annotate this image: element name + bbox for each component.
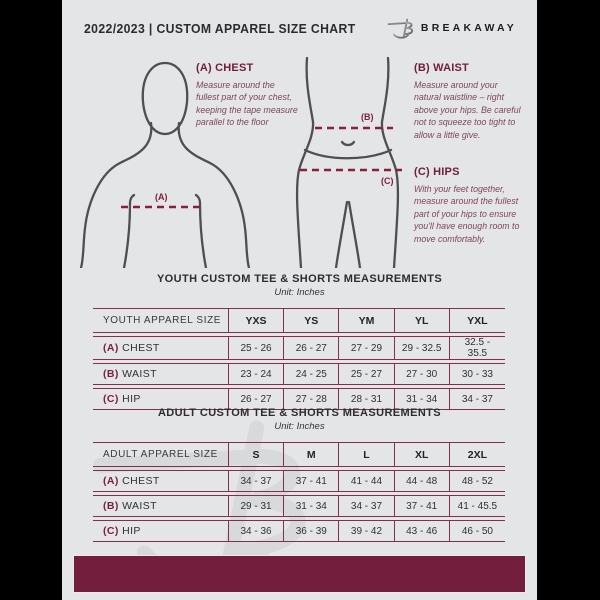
youth-table-unit: Unit: Inches	[274, 287, 325, 298]
brand-name: BREAKAWAY	[420, 22, 517, 34]
size-cell: 29 - 31	[229, 495, 284, 517]
youth-size-table	[93, 305, 505, 413]
size-cell: 46 - 50	[450, 520, 505, 542]
lower-body-diagram	[281, 56, 414, 268]
size-cell: 27 - 30	[395, 363, 450, 385]
size-cell: 31 - 34	[284, 495, 339, 517]
size-cell: 41 - 44	[339, 470, 394, 492]
size-cell: 26 - 27	[284, 336, 339, 360]
size-cell: 27 - 29	[339, 336, 394, 360]
brand-lockup	[387, 17, 517, 40]
youth-table-title: YOUTH CUSTOM TEE & SHORTS MEASUREMENTS	[156, 273, 443, 285]
size-cell: 36 - 39	[284, 520, 339, 542]
chest-guide	[196, 62, 298, 129]
breakaway-b-logo-icon	[387, 17, 414, 40]
row-label: (B) WAIST	[93, 363, 229, 385]
size-header: S	[229, 442, 284, 467]
chest-guide-heading: (A) CHEST	[196, 62, 254, 74]
chest-line-label: (A)	[155, 192, 168, 202]
adult-size-table	[93, 439, 505, 545]
size-cell: 39 - 42	[339, 520, 394, 542]
adult-hip-row	[93, 520, 505, 542]
size-cell: 37 - 41	[395, 495, 450, 517]
size-cell: 26 - 27	[229, 388, 284, 410]
waist-guide-body: Measure around your natural waistline – right above your hips. Be careful not to squeeze too tight to allow a little give.	[414, 80, 521, 140]
size-cell: 25 - 27	[339, 363, 394, 385]
hips-guide	[414, 166, 526, 245]
page-title: 2022/2023 | CUSTOM APPAREL SIZE CHART	[84, 20, 356, 36]
size-cell: 41 - 45.5	[450, 495, 505, 517]
chest-guide-body: Measure around the fullest part of your chest, keeping the tape measure parallel to the floor	[196, 80, 298, 128]
header	[84, 14, 517, 42]
size-header: XL	[395, 442, 450, 467]
size-cell: 37 - 41	[284, 470, 339, 492]
waist-guide-heading: (B) WAIST	[414, 62, 469, 74]
size-cell: 29 - 32.5	[395, 336, 450, 360]
size-cell: 43 - 46	[395, 520, 450, 542]
row-label: (A) CHEST	[93, 336, 229, 360]
youth-chest-row	[93, 336, 505, 360]
hips-guide-heading: (C) HIPS	[414, 166, 460, 178]
adult-chest-row	[93, 470, 505, 492]
size-cell: 31 - 34	[395, 388, 450, 410]
waist-guide	[414, 62, 526, 141]
size-cell: 24 - 25	[284, 363, 339, 385]
size-cell: 44 - 48	[395, 470, 450, 492]
row-label: (C) HIP	[93, 520, 229, 542]
size-cell: 34 - 37	[339, 495, 394, 517]
size-cell: 34 - 36	[229, 520, 284, 542]
youth-size-col-header: YOUTH APPAREL SIZE	[93, 308, 229, 333]
footer-accent-bar	[73, 555, 526, 593]
size-header: YXS	[229, 308, 284, 333]
size-cell: 30 - 33	[450, 363, 505, 385]
size-cell: 27 - 28	[284, 388, 339, 410]
row-label: (B) WAIST	[93, 495, 229, 517]
size-cell: 32.5 - 35.5	[450, 336, 505, 360]
size-cell: 25 - 26	[229, 336, 284, 360]
hips-guide-body: With your feet together, measure around the fullest part of your hips to ensure you'll have enough room to move comfortably.	[414, 184, 520, 244]
row-label: (A) CHEST	[93, 470, 229, 492]
size-header: YS	[284, 308, 339, 333]
size-cell: 34 - 37	[450, 388, 505, 410]
size-header: 2XL	[450, 442, 505, 467]
size-header: YM	[339, 308, 394, 333]
waist-line-label: (B)	[361, 112, 374, 122]
size-cell: 34 - 37	[229, 470, 284, 492]
size-header: L	[339, 442, 394, 467]
flyer-page	[62, 0, 537, 600]
adult-waist-row	[93, 495, 505, 517]
size-cell: 23 - 24	[229, 363, 284, 385]
hips-line-label: (C)	[381, 176, 394, 186]
adult-size-col-header: ADULT APPAREL SIZE	[93, 442, 229, 467]
youth-header-row	[93, 308, 505, 333]
size-header: YL	[395, 308, 450, 333]
row-label: (C) HIP	[93, 388, 229, 410]
adult-table-title: ADULT CUSTOM TEE & SHORTS MEASUREMENTS	[157, 407, 442, 419]
adult-header-row	[93, 442, 505, 467]
size-header: YXL	[450, 308, 505, 333]
adult-table-unit: Unit: Inches	[274, 421, 325, 432]
size-header: M	[284, 442, 339, 467]
youth-waist-row	[93, 363, 505, 385]
size-cell: 48 - 52	[450, 470, 505, 492]
size-cell: 28 - 31	[339, 388, 394, 410]
